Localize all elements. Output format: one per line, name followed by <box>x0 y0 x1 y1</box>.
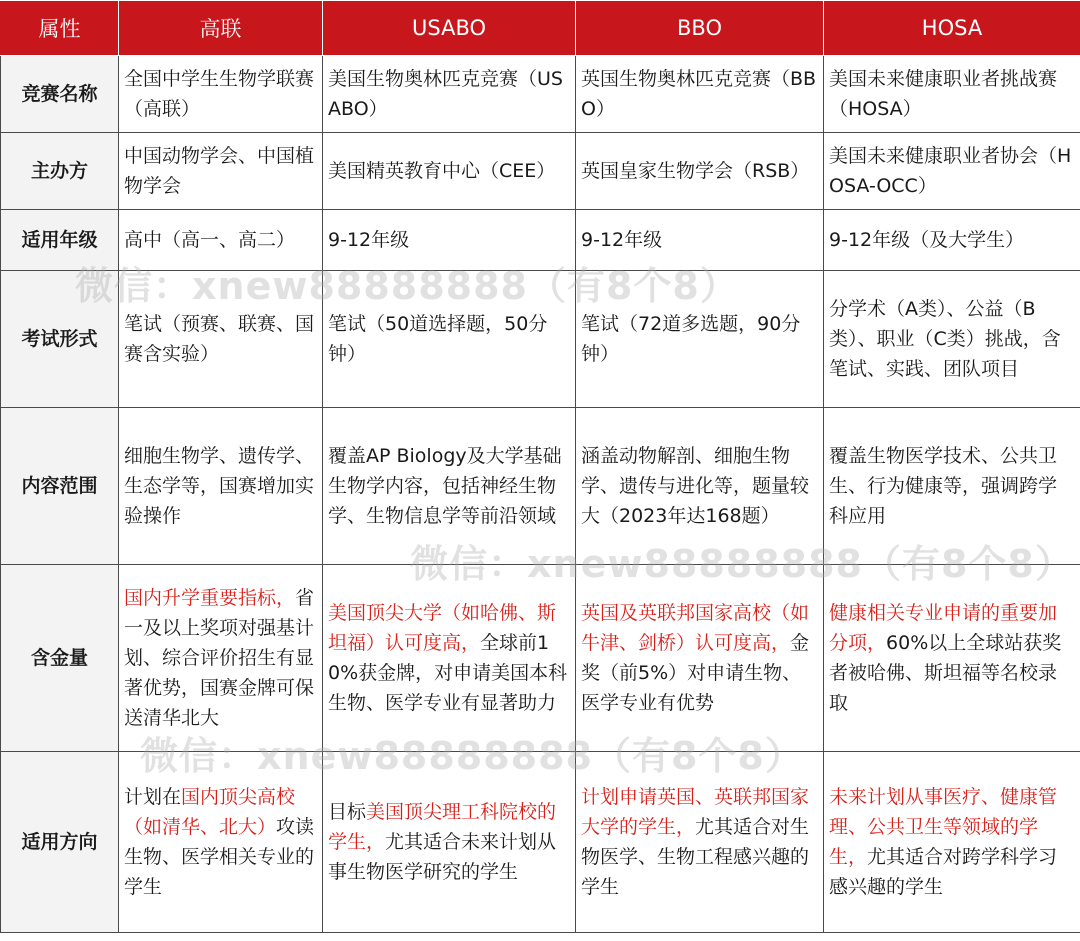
row-label: 考试形式 <box>1 271 119 408</box>
highlight-text: 国内顶尖高校（如清华、北大） <box>124 786 296 838</box>
cell-usabo <box>323 56 576 133</box>
highlight-text: 国内升学重要指标， <box>124 587 296 609</box>
cell-gaolian <box>119 133 323 210</box>
cell-text: 全球前10%获金牌，对申请美国本科生物、医学专业有显著助力 <box>328 632 568 714</box>
header-attribute: 属性 <box>1 1 119 56</box>
table-row <box>1 752 1080 933</box>
highlight-text: 美国顶尖理工科院校的学生， <box>328 801 557 853</box>
cell-bbo <box>576 56 824 133</box>
cell-hosa <box>824 210 1080 271</box>
cell-gaolian <box>119 752 323 933</box>
row-label: 含金量 <box>1 565 119 752</box>
cell-hosa <box>824 565 1080 752</box>
cell-hosa <box>824 133 1080 210</box>
table-row <box>1 210 1080 271</box>
cell-text: 英国皇家生物学会（RSB） <box>581 160 810 182</box>
table-row <box>1 56 1080 133</box>
highlight-text: 未来计划从事医疗、健康管理、公共卫生等领域的学生， <box>829 786 1058 868</box>
watermark: 微信：xnew88888888（有8个8） <box>75 264 739 308</box>
cell-bbo <box>576 133 824 210</box>
cell-text: 美国未来健康职业者挑战赛（HOSA） <box>829 68 1058 120</box>
cell-hosa <box>824 56 1080 133</box>
highlight-text: 英国及英联邦国家高校（如牛津、剑桥）认可度高， <box>581 602 810 654</box>
cell-usabo <box>323 210 576 271</box>
cell-text: 9-12年级（及大学生） <box>829 229 1025 251</box>
cell-bbo <box>576 408 824 565</box>
cell-text: 美国未来健康职业者协会（HOSA-OCC） <box>829 145 1072 197</box>
cell-gaolian <box>119 408 323 565</box>
cell-gaolian <box>119 210 323 271</box>
header-usabo: USABO <box>323 1 576 56</box>
cell-text: 覆盖生物医学技术、公共卫生、行为健康等，强调跨学科应用 <box>829 445 1058 527</box>
cell-hosa <box>824 408 1080 565</box>
cell-text: 9-12年级 <box>581 229 663 251</box>
row-label: 适用年级 <box>1 210 119 271</box>
cell-usabo <box>323 752 576 933</box>
table-row <box>1 565 1080 752</box>
cell-text: 全国中学生生物学联赛（高联） <box>124 68 315 120</box>
cell-text: 60%以上全球站获奖者被哈佛、斯坦福等名校录取 <box>829 632 1062 714</box>
table-row <box>1 408 1080 565</box>
cell-text: 中国动物学会、中国植物学会 <box>124 145 315 197</box>
table-row <box>1 133 1080 210</box>
cell-text: 高中（高一、高二） <box>124 229 296 251</box>
cell-gaolian <box>119 565 323 752</box>
cell-bbo <box>576 565 824 752</box>
cell-text: 美国生物奥林匹克竞赛（USABO） <box>328 68 563 120</box>
cell-text: 尤其适合未来计划从事生物医学研究的学生 <box>328 831 557 883</box>
cell-usabo <box>323 408 576 565</box>
cell-text: 攻读生物、医学相关专业的学生 <box>124 816 315 898</box>
table-row <box>1 271 1080 408</box>
cell-text: 金奖（前5%）对申请生物、医学专业有优势 <box>581 632 810 714</box>
header-bbo: BBO <box>576 1 824 56</box>
watermark: 微信：xnew88888888（有8个8） <box>410 542 1074 586</box>
cell-usabo <box>323 565 576 752</box>
cell-text: 省一及以上奖项对强基计划、综合评价招生有显著优势，国赛金牌可保送清华北大 <box>124 587 315 729</box>
highlight-text: 美国顶尖大学（如哈佛、斯坦福）认可度高， <box>328 602 557 654</box>
cell-text: 9-12年级 <box>328 229 410 251</box>
row-label: 竞赛名称 <box>1 56 119 133</box>
watermark: 微信：xnew88888888（有8个8） <box>140 734 804 778</box>
cell-gaolian <box>119 271 323 408</box>
header-hosa: HOSA <box>824 1 1080 56</box>
cell-text: 美国精英教育中心（CEE） <box>328 160 556 182</box>
row-label: 内容范围 <box>1 408 119 565</box>
cell-bbo <box>576 271 824 408</box>
row-label: 适用方向 <box>1 752 119 933</box>
highlight-text: 计划申请英国、英联邦国家大学的学生， <box>581 786 810 838</box>
cell-text: 计划在 <box>124 786 182 808</box>
cell-bbo <box>576 752 824 933</box>
cell-text: 笔试（50道选择题，50分钟） <box>328 313 548 365</box>
cell-text: 尤其适合对跨学科学习感兴趣的学生 <box>829 846 1058 898</box>
cell-gaolian <box>119 56 323 133</box>
cell-text: 涵盖动物解剖、细胞生物学、遗传与进化等，题量较大（2023年达168题） <box>581 445 810 527</box>
cell-usabo <box>323 133 576 210</box>
cell-hosa <box>824 752 1080 933</box>
highlight-text: 健康相关专业申请的重要加分项， <box>829 602 1058 654</box>
cell-bbo <box>576 210 824 271</box>
cell-text: 笔试（预赛、联赛、国赛含实验） <box>124 313 315 365</box>
cell-text: 覆盖AP Biology及大学基础生物学内容，包括神经生物学、生物信息学等前沿领域 <box>328 445 562 527</box>
cell-text: 尤其适合对生物医学、生物工程感兴趣的学生 <box>581 816 810 898</box>
cell-hosa <box>824 271 1080 408</box>
header-row <box>1 1 1080 56</box>
cell-usabo <box>323 271 576 408</box>
cell-text: 笔试（72道多选题，90分钟） <box>581 313 801 365</box>
cell-text: 分学术（A类）、公益（B类）、职业（C类）挑战，含笔试、实践、团队项目 <box>829 298 1061 380</box>
cell-text: 目标 <box>328 801 367 823</box>
row-label: 主办方 <box>1 133 119 210</box>
cell-text: 细胞生物学、遗传学、生态学等，国赛增加实验操作 <box>124 445 315 527</box>
header-gaolian: 高联 <box>119 1 323 56</box>
cell-text: 英国生物奥林匹克竞赛（BBO） <box>581 68 817 120</box>
